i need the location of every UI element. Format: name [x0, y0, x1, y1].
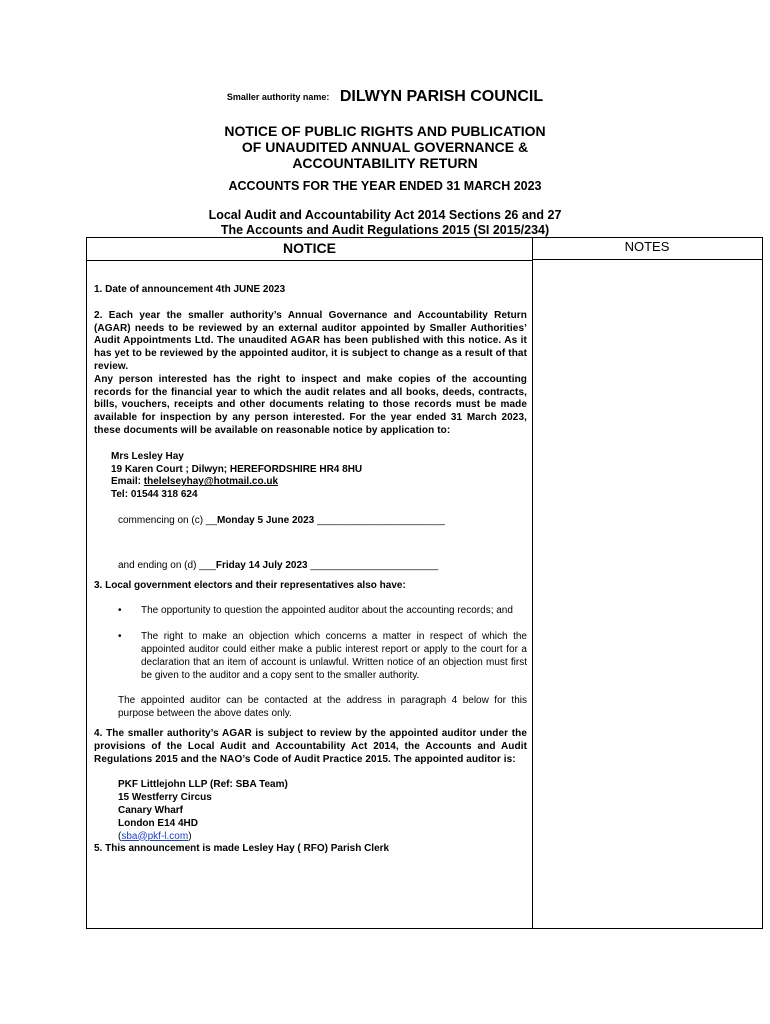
- auditor-email-line: [94, 831, 527, 844]
- ending-line: [94, 560, 527, 573]
- electors-rights-list: [94, 605, 527, 682]
- notes-column-header: NOTES: [624, 239, 670, 254]
- notice-body: [94, 284, 527, 856]
- title-line-3: ACCOUNTABILITY RETURN: [292, 155, 478, 171]
- paragraph-1-date: 1. Date of announcement 4th JUNE 2023: [94, 284, 286, 295]
- paragraph-5-announcement: 5. This announcement is made Lesley Hay ( RFO) Parish Clerk: [94, 843, 390, 855]
- title-line-1: NOTICE OF PUBLIC RIGHTS AND PUBLICATION: [224, 123, 546, 139]
- authority-label: Smaller authority name:: [226, 92, 330, 102]
- ending-date: Friday 14 July 2023: [215, 559, 308, 571]
- authority-line: [0, 88, 770, 106]
- auditor-line-1: PKF Littlejohn LLP (Ref: SBA Team): [118, 779, 288, 791]
- ending-suffix: _______________________: [307, 559, 439, 571]
- contact-block: [94, 451, 527, 502]
- act-line-1: Local Audit and Accountability Act 2014 Sections 26 and 27: [208, 208, 562, 222]
- list-item: [94, 631, 527, 682]
- bullet-text: The right to make an objection which concerns a matter in respect of which the appointed auditor could either make a public interest report or apply to the court for a declaration that an item of account is unlawful. Written notice of an objection must first be given to the auditor and a copy sent to the smaller authority.: [141, 631, 527, 681]
- act-line-2: The Accounts and Audit Regulations 2015 (SI 2015/234): [220, 223, 550, 237]
- bullet-icon: •: [118, 631, 122, 643]
- contact-name: Mrs Lesley Hay: [111, 450, 184, 462]
- header-rule-right: [532, 259, 762, 260]
- header-rule-left: [87, 260, 532, 261]
- auditor-contact-note: The appointed auditor can be contacted at the address in paragraph 4 below for this purpose between the above dates only.: [118, 695, 527, 720]
- commencing-suffix: _______________________: [314, 514, 445, 526]
- title-line-2: OF UNAUDITED ANNUAL GOVERNANCE &: [241, 139, 529, 155]
- notice-column-header: NOTICE: [283, 240, 336, 256]
- ending-prefix: and ending on (d) ___: [118, 559, 216, 571]
- paragraph-2-rights: Any person interested has the right to inspect and make copies of the accounting records for the financial year to which the audit relates and all books, deeds, contracts, bills, vouchers, receipts and other documents relating to those records must be made available for inspection by any person interested. For the year ended 31 March 2023, these documents will be available on reasonable notice by application to:: [94, 373, 527, 436]
- auditor-line-4: London E14 4HD: [118, 817, 199, 829]
- auditor-email-open: (: [118, 830, 122, 842]
- legislation-lines: [0, 208, 770, 238]
- contact-email-label: Email:: [111, 476, 144, 488]
- paragraph-2-intro: 2. Each year the smaller authority’s Annual Governance and Accountability Return (AGAR) needs to be reviewed by an external auditor appointed by Smaller Authorities’ Audit Appointments Ltd. The unaudited AGAR has been published with this notice. As it has yet to be reviewed by the appointed auditor, it is subject to change as a result of that review.: [94, 309, 527, 372]
- bullet-text: The opportunity to question the appointed auditor about the accounting records; and: [141, 605, 513, 617]
- paragraph-4-auditor: 4. The smaller authority’s AGAR is subject to review by the appointed auditor under the provisions of the Local Audit and Accountability Act 2014, the Accounts and Audit Regulations 2015 and the NAO’s Code of Audit Practice 2015. The appointed auditor is:: [94, 727, 527, 765]
- auditor-line-3: Canary Wharf: [118, 804, 184, 816]
- column-divider: [532, 238, 533, 928]
- contact-email-line: [111, 476, 527, 489]
- auditor-address: [94, 779, 527, 830]
- paragraph-3-electors: 3. Local government electors and their representatives also have:: [94, 579, 406, 591]
- accounts-year-line: ACCOUNTS FOR THE YEAR ENDED 31 MARCH 2023: [228, 179, 542, 193]
- commencing-line: [94, 515, 527, 528]
- auditor-email-close: ): [188, 830, 192, 842]
- auditor-line-2: 15 Westferry Circus: [118, 792, 212, 804]
- auditor-email-link[interactable]: sba@pkf-l.com: [121, 830, 189, 842]
- contact-email-link[interactable]: thelelseyhay@hotmail.co.uk: [143, 476, 279, 488]
- bullet-icon: •: [118, 605, 122, 617]
- commencing-prefix: commencing on (c) __: [118, 514, 217, 526]
- list-item: [94, 605, 527, 618]
- contact-telephone: Tel: 01544 318 624: [111, 489, 198, 501]
- notice-title: [0, 123, 770, 171]
- authority-name: DILWYN PARISH COUNCIL: [339, 88, 544, 105]
- commencing-date: Monday 5 June 2023: [216, 514, 315, 526]
- notice-table: [86, 237, 763, 929]
- contact-address: 19 Karen Court ; Dilwyn; HEREFORDSHIRE HR4 8HU: [111, 463, 363, 475]
